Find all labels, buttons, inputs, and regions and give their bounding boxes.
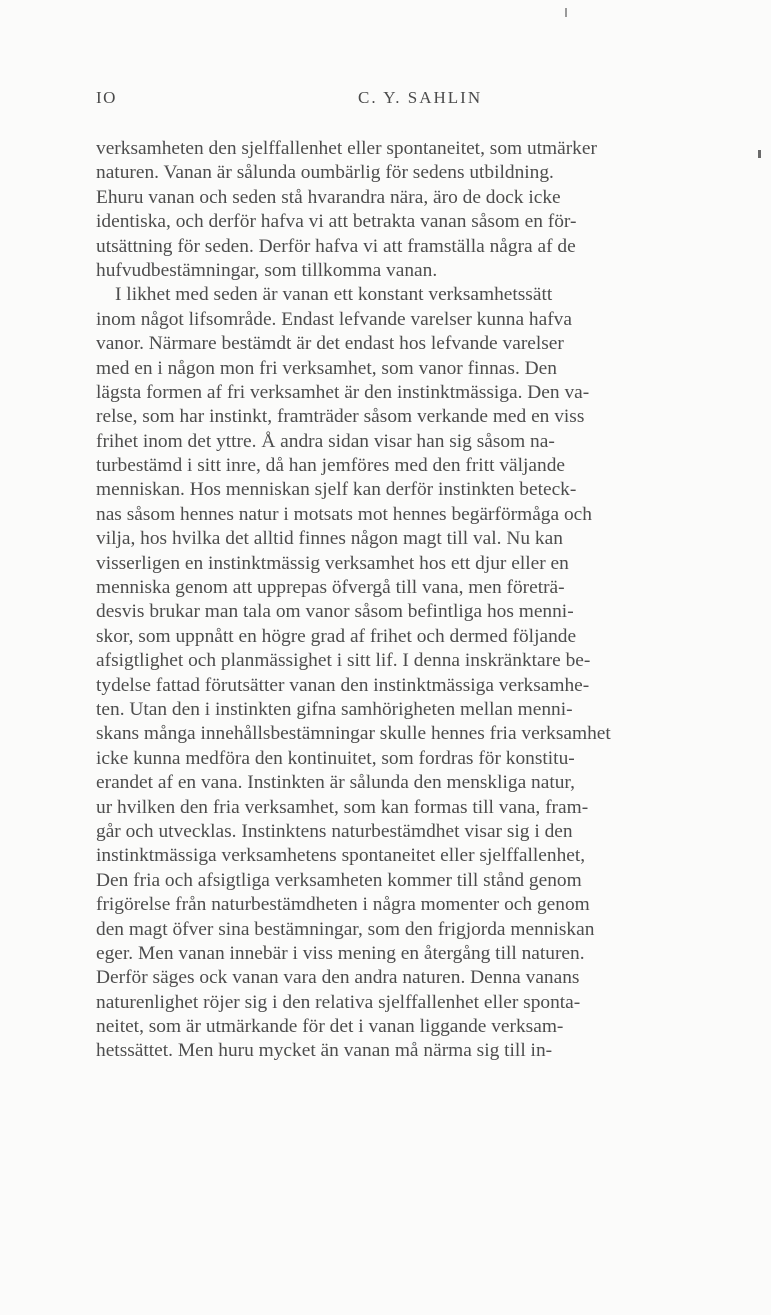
text-line: instinktmässiga verksamhetens spontaneitet eller sjelffallenhet, (96, 845, 586, 867)
text-line: inom något lifsområde. Endast lefvande varelser kunna hafva (96, 308, 572, 330)
text-line: vilja, hos hvilka det alltid finnes någon magt till val. Nu kan (96, 528, 563, 550)
text-line: naturen. Vanan är sålunda oumbärlig för sedens utbildning. (96, 162, 554, 184)
page-header (96, 88, 692, 114)
running-head: C. Y. SAHLIN (358, 88, 483, 107)
body-text (96, 137, 736, 1064)
text-line: skans många innehållsbestämningar skulle hennes fria verksamhet (96, 723, 611, 745)
text-line: eger. Men vanan innebär i viss mening en återgång till naturen. (96, 942, 585, 964)
text-line: Den fria och afsigtliga verksamheten kommer till stånd genom (96, 869, 582, 891)
text-line: icke kunna medföra den kontinuitet, som fordras för konstitu- (96, 747, 575, 769)
text-line: verksamheten den sjelffallenhet eller spontaneitet, som utmärker (96, 138, 597, 159)
text-line: turbestämd i sitt inre, då han jemföres med den fritt väljande (96, 455, 566, 477)
text-line: utsättning för seden. Derför hafva vi att framställa några af de (96, 235, 576, 257)
text-line: vanor. Närmare bestämdt är det endast hos lefvande varelser (96, 333, 564, 355)
text-line: hufvudbestämningar, som tillkomma vanan. (96, 259, 438, 281)
text-line: Ehuru vanan och seden stå hvarandra nära, äro de dock icke (96, 186, 561, 208)
text-line: visserligen en instinktmässig verksamhet hos ett djur eller en (96, 552, 569, 574)
text-line: relse, som har instinkt, framträder såsom verkande med en viss (96, 406, 585, 428)
text-line: desvis brukar man tala om vanor såsom befintliga hos menni- (96, 601, 574, 623)
text-line: afsigtlighet och planmässighet i sitt lif. I denna inskränktare be- (96, 650, 591, 672)
text-line: går och utvecklas. Instinktens naturbestämdhet visar sig i den (96, 820, 573, 842)
text-line: hetssättet. Men huru mycket än vanan må närma sig till in- (96, 1040, 553, 1062)
text-line: Derför säges ock vanan vara den andra naturen. Denna vanans (96, 967, 580, 989)
text-line: menniskan. Hos menniskan sjelf kan derför instinkten beteck- (96, 479, 577, 501)
text-line: lägsta formen af fri verksamhet är den instinktmässiga. Den va- (96, 381, 590, 403)
text-line: med en i någon mon fri verksamhet, som vanor finnas. Den (96, 357, 557, 379)
text-line: ur hvilken den fria verksamhet, som kan formas till vana, fram- (96, 796, 589, 818)
text-line: nas såsom hennes natur i motsats mot hennes begärförmåga och (96, 503, 592, 525)
text-line: neitet, som är utmärkande för det i vanan liggande verksam- (96, 1016, 564, 1038)
text-line: frihet inom det yttre. Å andra sidan visar han sig såsom na- (96, 430, 555, 452)
page-number: IO (96, 88, 117, 107)
text-line: tydelse fattad förutsätter vanan den instinktmässiga verksamhe- (96, 674, 590, 696)
text-line: frigörelse från naturbestämdheten i några momenter och genom (96, 894, 590, 916)
text-line: ten. Utan den i instinkten gifna samhörigheten mellan menni- (96, 698, 573, 720)
scan-speck (565, 8, 567, 17)
text-line: I likhet med seden är vanan ett konstant verksamhetssätt (115, 284, 553, 306)
margin-mark (758, 150, 761, 158)
text-line: den magt öfver sina bestämningar, som den frigjorda menniskan (96, 918, 595, 940)
text-line: identiska, och derför hafva vi att betrakta vanan såsom en för- (96, 211, 577, 233)
text-line: erandet af en vana. Instinkten är sålunda den menskliga natur, (96, 772, 575, 794)
text-line: naturenlighet röjer sig i den relativa sjelffallenhet eller sponta- (96, 991, 581, 1013)
text-line: skor, som uppnått en högre grad af frihet och dermed följande (96, 625, 577, 647)
text-line: menniska genom att upprepas öfvergå till vana, men företrä- (96, 577, 565, 599)
